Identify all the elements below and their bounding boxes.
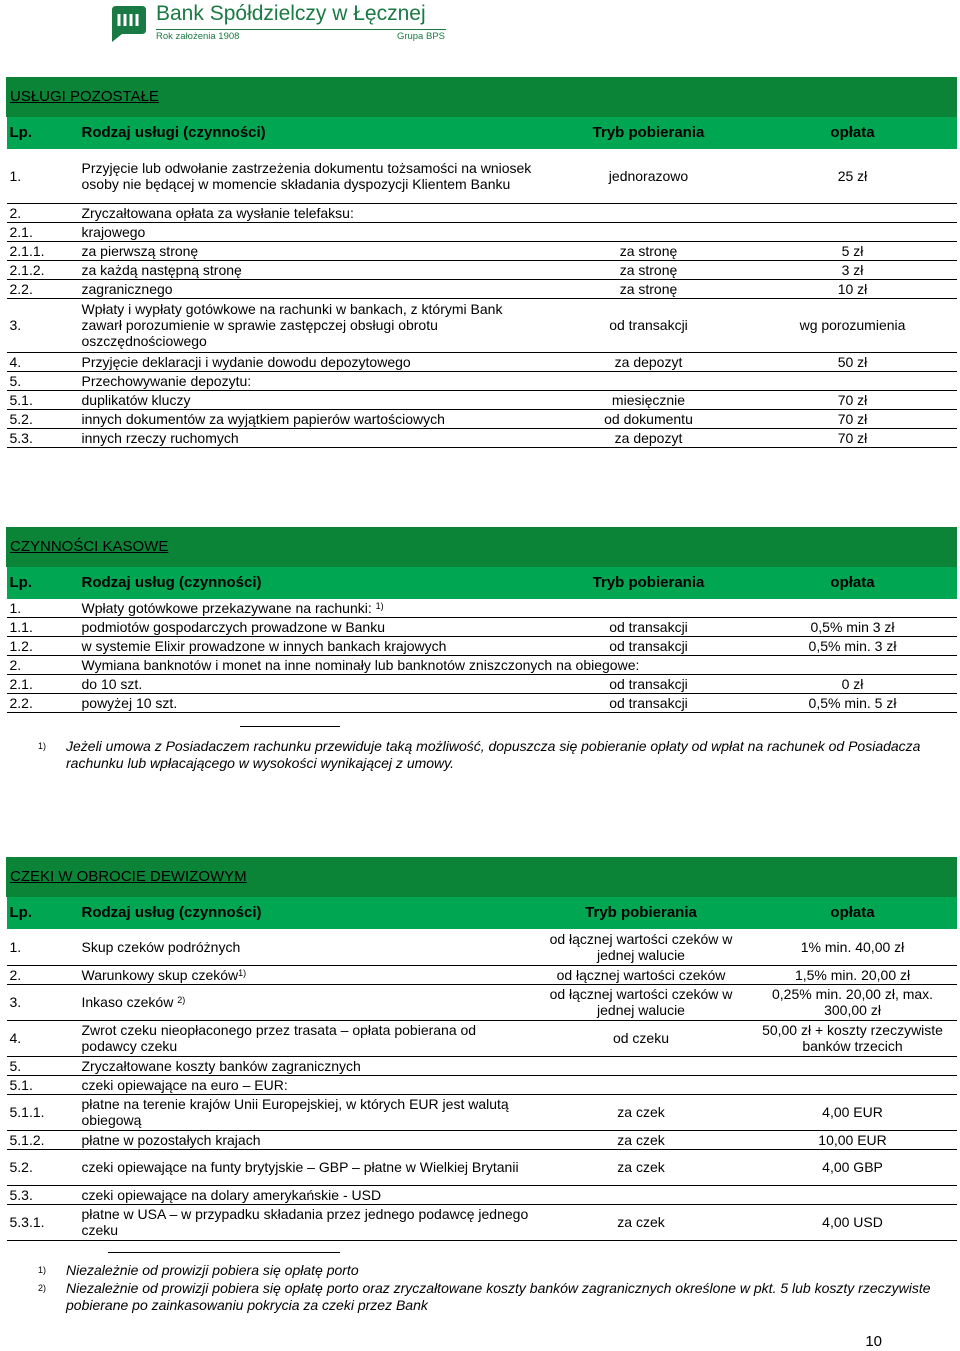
cell-desc: do 10 szt.	[79, 675, 549, 694]
cell-desc-text: Wpłaty gotówkowe przekazywane na rachunki:	[81, 600, 372, 616]
cell-desc: powyżej 10 szt.	[79, 694, 549, 713]
cell-fee: 25 zł	[749, 149, 957, 203]
cell-desc: Zwrot czeku nieopłaconego przez trasata – opłata pobierana od podawcy czeku	[79, 1020, 534, 1056]
col-rodzaj: Rodzaj usług (czynności)	[79, 567, 549, 600]
table-row	[7, 279, 957, 298]
cell-fee: 70 zł	[749, 409, 957, 428]
cell-desc: Wpłaty i wypłaty gotówkowe na rachunki w bankach, z którymi Bank zawarł porozumienie w sprawie zastępczej obsługi obrotu oszczędnościowego	[79, 298, 549, 352]
cell-desc: krajowego	[79, 222, 549, 241]
cell-lp: 2.1.2.	[7, 260, 79, 279]
cell-mode: za czek	[534, 1094, 749, 1130]
cell-fee: 5 zł	[749, 241, 957, 260]
cell-mode	[549, 599, 749, 618]
cell-fee: 10,00 EUR	[749, 1130, 957, 1149]
founded-text: Rok założenia 1908	[156, 31, 240, 42]
table-header	[7, 117, 957, 150]
table-row	[7, 637, 957, 656]
bank-logo	[108, 4, 453, 44]
footnote-text-1: Niezależnie od prowizji pobiera się opłatę porto	[66, 1262, 359, 1278]
cell-mode	[549, 371, 749, 390]
logo-divider	[156, 29, 446, 30]
footnote-mark-1: 1)	[38, 1265, 47, 1275]
table-row	[7, 203, 957, 222]
cell-lp: 4.	[7, 352, 79, 371]
cell-desc: w systemie Elixir prowadzone w innych bankach krajowych	[79, 637, 549, 656]
table-row	[7, 371, 957, 390]
cell-desc-text: Inkaso czeków	[81, 994, 174, 1010]
table-row	[7, 1185, 957, 1204]
table-row	[7, 222, 957, 241]
cell-desc: Przyjęcie deklaracji i wydanie dowodu depozytowego	[79, 352, 549, 371]
cell-lp: 1.	[7, 929, 79, 965]
cell-fee: 50 zł	[749, 352, 957, 371]
table-header	[7, 897, 957, 930]
cell-lp: 2.	[7, 656, 79, 675]
cell-fee: 0,5% min 3 zł	[749, 618, 957, 637]
footnote-divider-2	[108, 1252, 340, 1253]
table-row	[7, 260, 957, 279]
cell-desc	[79, 965, 534, 984]
cell-lp: 2.1.1.	[7, 241, 79, 260]
cell-mode	[534, 1185, 749, 1204]
cell-lp: 2.2.	[7, 279, 79, 298]
cell-mode: za stronę	[549, 260, 749, 279]
col-tryb: Tryb pobierania	[534, 897, 749, 930]
cell-mode	[549, 203, 749, 222]
table-row	[7, 984, 957, 1020]
cell-lp: 5.1.	[7, 390, 79, 409]
cell-mode: za czek	[534, 1149, 749, 1185]
table-row	[7, 656, 957, 675]
cell-desc: czeki opiewające na dolary amerykańskie - USD	[79, 1185, 534, 1204]
cell-lp: 2.2.	[7, 694, 79, 713]
cell-desc: czeki opiewające na euro – EUR:	[79, 1075, 534, 1094]
table-row	[7, 1094, 957, 1130]
cell-lp: 5.2.	[7, 409, 79, 428]
cell-fee: 4,00 EUR	[749, 1094, 957, 1130]
table-row	[7, 1149, 957, 1185]
table-row	[7, 298, 957, 352]
bank-logo-icon	[108, 4, 148, 44]
cell-mode: od łącznej wartości czeków w jednej walucie	[534, 984, 749, 1020]
group-text: Grupa BPS	[396, 31, 445, 42]
cell-fee: 4,00 USD	[749, 1204, 957, 1240]
cell-lp: 3.	[7, 984, 79, 1020]
footnote-divider	[240, 726, 340, 727]
cell-mode: od transakcji	[549, 637, 749, 656]
cell-desc-text: Warunkowy skup czeków	[81, 966, 239, 983]
section-header	[7, 78, 957, 117]
cell-desc: płatne na terenie krajów Unii Europejskiej, w których EUR jest walutą obiegową	[79, 1094, 534, 1130]
section-title: CZEKI W OBROCIE DEWIZOWYM	[10, 868, 247, 885]
col-tryb: Tryb pobierania	[549, 117, 749, 150]
table-row	[7, 428, 957, 447]
cell-mode: za depozyt	[549, 428, 749, 447]
cell-mode: od czeku	[534, 1020, 749, 1056]
cell-mode: miesięcznie	[549, 390, 749, 409]
cell-fee: 1,5% min. 20,00 zł	[749, 965, 957, 984]
col-rodzaj: Rodzaj usługi (czynności)	[79, 117, 549, 150]
cell-fee	[749, 371, 957, 390]
cell-desc: za każdą następną stronę	[79, 260, 549, 279]
cell-mode	[549, 222, 749, 241]
cell-desc: Przyjęcie lub odwołanie zastrzeżenia dokumentu tożsamości na wniosek osoby nie będącej w momencie składania dyspozycji Klientem Banku	[79, 149, 549, 203]
cell-desc: Wymiana banknotów i monet na inne nominały lub banknotów zniszczonych na obiegowe:	[79, 656, 957, 675]
cell-desc: płatne w pozostałych krajach	[79, 1130, 534, 1149]
table-row	[7, 1204, 957, 1240]
cell-fee: 0 zł	[749, 675, 957, 694]
cell-desc: innych dokumentów za wyjątkiem papierów wartościowych	[79, 409, 549, 428]
col-lp: Lp.	[7, 567, 79, 600]
cell-mode: jednorazowo	[549, 149, 749, 203]
cell-lp: 1.	[7, 599, 79, 618]
cell-desc: Przechowywanie depozytu:	[79, 371, 549, 390]
cell-desc: zagranicznego	[79, 279, 549, 298]
table-row	[7, 352, 957, 371]
cell-fee: 0,5% min. 3 zł	[749, 637, 957, 656]
table-row	[7, 241, 957, 260]
cell-mode: od transakcji	[549, 618, 749, 637]
section-header	[7, 528, 957, 567]
table-czynnosci-kasowe	[6, 527, 957, 713]
cell-lp: 2.1.	[7, 675, 79, 694]
col-lp: Lp.	[7, 117, 79, 150]
cell-fee	[749, 599, 957, 618]
cell-desc: płatne w USA – w przypadku składania przez jednego podawcę jednego czeku	[79, 1204, 534, 1240]
table-czeki	[6, 857, 957, 1241]
cell-mode: za stronę	[549, 279, 749, 298]
cell-fee	[749, 222, 957, 241]
cell-mode: za stronę	[549, 241, 749, 260]
cell-desc: za pierwszą stronę	[79, 241, 549, 260]
cell-lp: 5.3.	[7, 428, 79, 447]
cell-mode: od łącznej wartości czeków	[534, 965, 749, 984]
cell-fee: wg porozumienia	[749, 298, 957, 352]
cell-lp: 5.	[7, 1056, 79, 1075]
table-row	[7, 1075, 957, 1094]
table-uslugi-pozostale	[6, 77, 957, 448]
cell-lp: 2.1.	[7, 222, 79, 241]
cell-fee: 70 zł	[749, 428, 957, 447]
cell-fee	[749, 1075, 957, 1094]
cell-mode: od transakcji	[549, 675, 749, 694]
cell-desc: Zryczałtowane koszty banków zagranicznych	[79, 1056, 534, 1075]
cell-desc: innych rzeczy ruchomych	[79, 428, 549, 447]
cell-desc	[79, 984, 534, 1020]
cell-desc: duplikatów kluczy	[79, 390, 549, 409]
cell-lp: 5.3.1.	[7, 1204, 79, 1240]
cell-fee: 3 zł	[749, 260, 957, 279]
table-row	[7, 149, 957, 203]
cell-desc: Skup czeków podróżnych	[79, 929, 534, 965]
table-row	[7, 965, 957, 984]
cell-lp: 5.1.	[7, 1075, 79, 1094]
col-lp: Lp.	[7, 897, 79, 930]
cell-mode: od transakcji	[549, 298, 749, 352]
cell-fee	[749, 1185, 957, 1204]
cell-mode	[534, 1075, 749, 1094]
footnote-ref: 1)	[375, 601, 384, 611]
cell-fee: 10 zł	[749, 279, 957, 298]
cell-fee: 0,5% min. 5 zł	[749, 694, 957, 713]
table-row	[7, 1130, 957, 1149]
cell-fee: 50,00 zł + koszty rzeczywiste banków trzecich	[749, 1020, 957, 1056]
cell-fee: 1% min. 40,00 zł	[749, 929, 957, 965]
cell-lp: 4.	[7, 1020, 79, 1056]
col-oplata: opłata	[749, 117, 957, 150]
table-row	[7, 599, 957, 618]
cell-mode: od transakcji	[549, 694, 749, 713]
section-title: CZYNNOŚCI KASOWE	[10, 538, 169, 555]
footnote-text: Jeżeli umowa z Posiadaczem rachunku przewiduje taką możliwość, dopuszcza się pobieranie opłaty od wpłat na rachunek od Posiadacza rachunku lub wpłacającego w wysokości wynikającej z umowy.	[66, 738, 921, 771]
table-row	[7, 694, 957, 713]
cell-mode: od łącznej wartości czeków w jednej walucie	[534, 929, 749, 965]
cell-lp: 2.	[7, 203, 79, 222]
col-rodzaj: Rodzaj usług (czynności)	[79, 897, 534, 930]
table-row	[7, 390, 957, 409]
cell-desc: Zryczałtowana opłata za wysłanie telefaksu:	[79, 203, 549, 222]
cell-desc	[79, 599, 549, 618]
cell-mode: za czek	[534, 1204, 749, 1240]
cell-lp: 3.	[7, 298, 79, 352]
cell-lp: 5.3.	[7, 1185, 79, 1204]
table-row	[7, 1056, 957, 1075]
cell-lp: 1.2.	[7, 637, 79, 656]
cell-mode: od dokumentu	[549, 409, 749, 428]
cell-mode	[534, 1056, 749, 1075]
cell-fee: 4,00 GBP	[749, 1149, 957, 1185]
cell-lp: 1.	[7, 149, 79, 203]
footnote-mark: 1)	[38, 741, 47, 751]
table-row	[7, 675, 957, 694]
footnote-ref: 1)	[238, 967, 247, 978]
table-row	[7, 409, 957, 428]
cell-lp: 5.2.	[7, 1149, 79, 1185]
cell-lp: 5.	[7, 371, 79, 390]
section-header	[7, 858, 957, 897]
cell-desc: czeki opiewające na funty brytyjskie – GBP – płatne w Wielkiej Brytanii	[79, 1149, 534, 1185]
bank-name: Bank Spółdzielczy w Łęcznej	[156, 2, 426, 25]
section-title: USŁUGI POZOSTAŁE	[10, 88, 159, 105]
table-row	[7, 929, 957, 965]
footnote-mark-2: 2)	[38, 1283, 47, 1293]
table-row	[7, 1020, 957, 1056]
cell-lp: 1.1.	[7, 618, 79, 637]
table-row	[7, 618, 957, 637]
cell-fee: 0,25% min. 20,00 zł, max. 300,00 zł	[749, 984, 957, 1020]
col-oplata: opłata	[749, 567, 957, 600]
cell-desc: podmiotów gospodarczych prowadzone w Banku	[79, 618, 549, 637]
cell-lp: 5.1.2.	[7, 1130, 79, 1149]
page-number: 10	[865, 1333, 882, 1350]
table-header	[7, 567, 957, 600]
cell-mode: za czek	[534, 1130, 749, 1149]
cell-lp: 5.1.1.	[7, 1094, 79, 1130]
cell-lp: 2.	[7, 965, 79, 984]
cell-fee	[749, 1056, 957, 1075]
cell-fee	[749, 203, 957, 222]
footnote-ref: 2)	[177, 995, 186, 1005]
col-tryb: Tryb pobierania	[549, 567, 749, 600]
cell-mode: za depozyt	[549, 352, 749, 371]
col-oplata: opłata	[749, 897, 957, 930]
cell-fee: 70 zł	[749, 390, 957, 409]
footnote-text-2: Niezależnie od prowizji pobiera się opłatę porto oraz zryczałtowane koszty banków zagranicznych określone w pkt. 5 lub koszty rzeczywiste pobierane po zainkasowaniu pokrycia za czeki przez Bank	[66, 1280, 931, 1313]
